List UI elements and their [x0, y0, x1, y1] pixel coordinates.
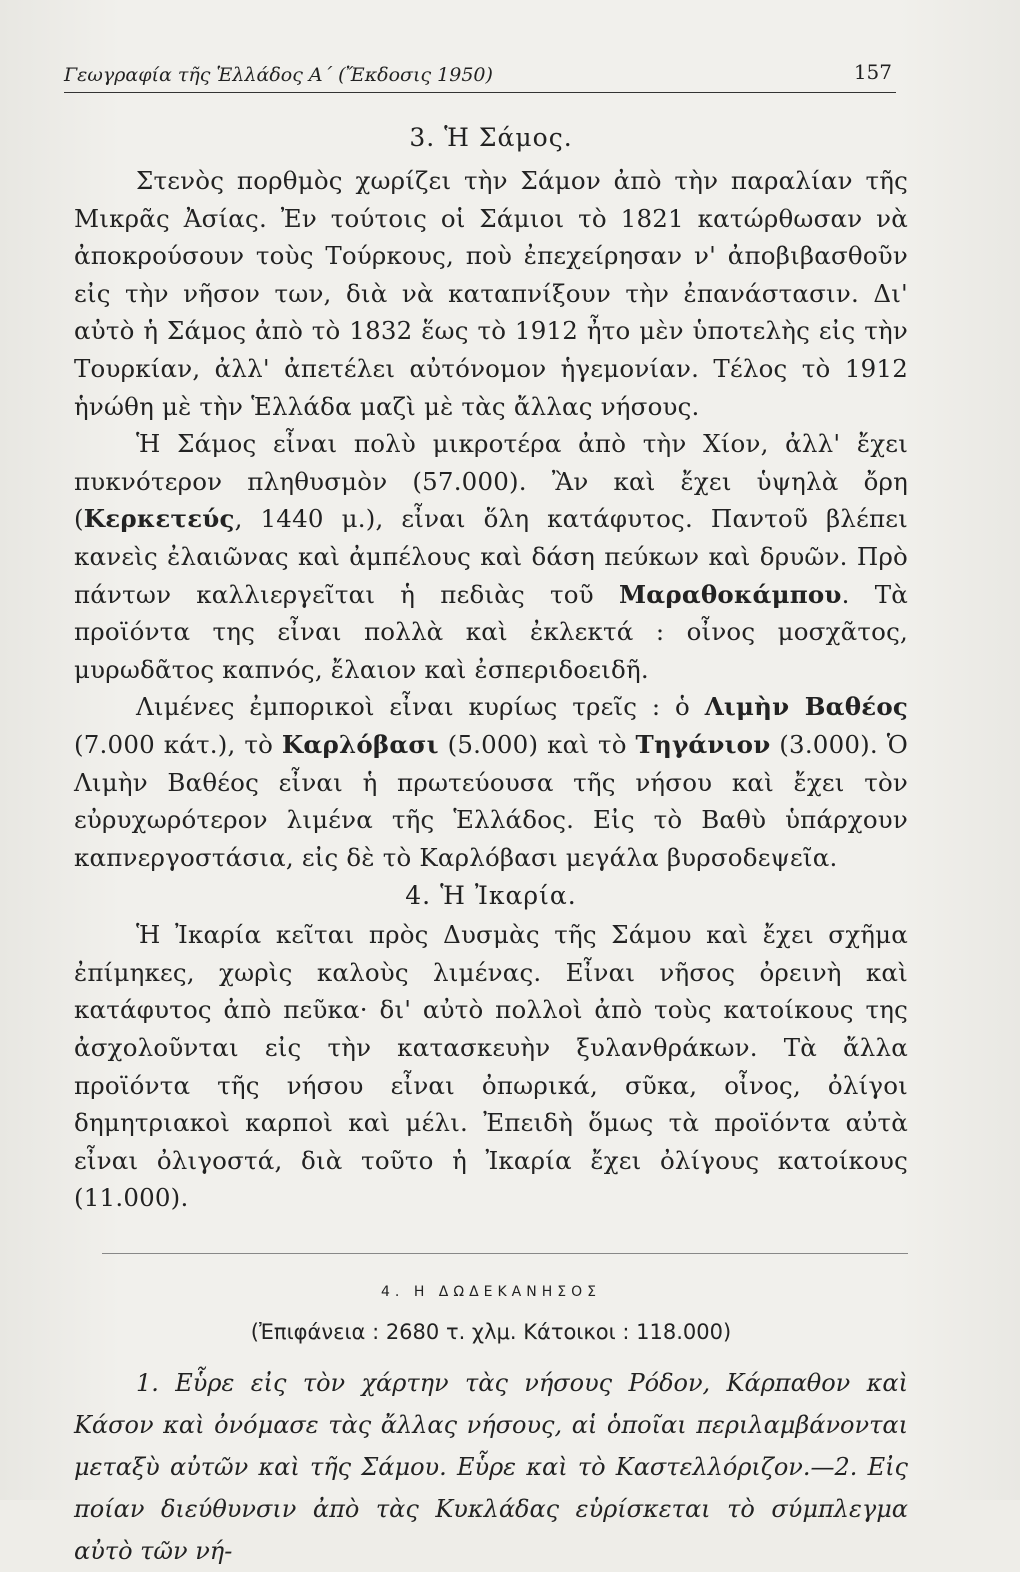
- page-content: [74, 118, 908, 1572]
- place-name-kerketeus: Κερκετεύς: [83, 504, 235, 534]
- text-run: Ἡ Σάμος εἶναι πολὺ μικροτέρα ἀπὸ τὴν Χίον, ἀλλ' ἔχει πυκνότερον πληθυσμὸν (57.000). Ἂν καὶ ἔχει ὑψηλὰ ὄρη (: [74, 429, 908, 534]
- text-run: (7.000 κάτ.), τὸ: [74, 729, 282, 759]
- ikaria-text: [74, 916, 908, 1217]
- place-name-vatheos: Λιμὴν Βαθέος: [704, 692, 908, 722]
- section-divider: [102, 1253, 908, 1254]
- ikaria-paragraph: Ἡ Ἰκαρία κεῖται πρὸς Δυσμὰς τῆς Σάμου καὶ ἔχει σχῆμα ἐπίμηκες, χωρὶς καλοὺς λιμένας. Εἶναι νῆσος ὀρεινὴ καὶ κατάφυτος ἀπὸ πεῦκα· δι' αὐτὸ πολλοὶ ἀπὸ τοὺς κατοίκους της ἀσχολοῦνται εἰς τὴν κατασκευὴν ξυλανθράκων. Τὰ ἄλλα προϊόντα τῆς νήσου εἶναι ὀπωρικά, σῦκα, οἶνος, ὀλίγοι δημητριακοὶ καρποὶ καὶ μέλι. Ἐπειδὴ ὅμως τὰ προϊόντα αὐτὰ εἶναι ὀλιγοστά, διὰ τοῦτο ἡ Ἰκαρία ἔχει ὀλίγους κατοίκους (11.000).: [74, 920, 908, 1213]
- running-head-title: Γεωγραφία τῆς Ἑλλάδος Α΄ (Ἔκδοσις 1950): [64, 64, 493, 86]
- chapter-title: 4. Η ΔΩΔΕΚΑΝΗΣΟΣ: [381, 1284, 601, 1301]
- text-run: . Τὰ προϊόντα της εἶναι πολλὰ καὶ ἐκλεκτά : οἶνος μοσχᾶτος, μυρωδᾶτος καπνός, ἔλαιον καὶ ἐσπεριδοειδῆ.: [74, 579, 908, 684]
- section-heading-ikaria: 4. Ἡ Ἰκαρία.: [405, 881, 577, 911]
- place-name-karlovasi: Καρλόβασι: [281, 729, 439, 759]
- section-heading-samos: 3. Ἡ Σάμος.: [409, 123, 573, 152]
- area-population-line: (Ἐπιφάνεια : 2680 τ. χλμ. Κάτοικοι : 118.000): [250, 1320, 732, 1345]
- samos-paragraph-history: Στενὸς πορθμὸς χωρίζει τὴν Σάμον ἀπὸ τὴν παραλίαν τῆς Μικρᾶς Ἀσίας. Ἐν τούτοις οἱ Σάμιοι τὸ 1821 κατώρθωσαν νὰ ἀποκρούσουν τοὺς Τούρκους, ποὺ ἐπεχείρησαν ν' ἀποβιβασθοῦν εἰς τὴν νῆσον των, διὰ νὰ καταπνίξουν τὴν ἐπανάστασιν. Δι' αὐτὸ ἡ Σάμος ἀπὸ τὸ 1832 ἕως τὸ 1912 ἦτο μὲν ὑποτελὴς εἰς τὴν Τουρκίαν, ἀλλ' ἀπετέλει αὐτόνομον ἡγεμονίαν. Τέλος τὸ 1912 ἡνώθη μὲ τὴν Ἑλλάδα μαζὶ μὲ τὰς ἄλλας νήσους.: [74, 166, 908, 421]
- text-run: Λιμένες ἐμπορικοὶ εἶναι κυρίως τρεῖς : ὁ: [136, 692, 705, 722]
- text-run: , 1440 μ.), εἶναι ὅλη κατάφυτος. Παντοῦ βλέπει κανεὶς ἐλαιῶνας καὶ ἀμπέλους καὶ δάση πεύκων καὶ δρυῶν. Πρὸ πάντων καλλιεργεῖται ἡ πεδιὰς τοῦ: [74, 504, 908, 609]
- page-number: 157: [853, 60, 892, 84]
- text-run: (3.000). Ὁ Λιμὴν Βαθέος εἶναι ἡ πρωτεύουσα τῆς νήσου καὶ ἔχει τὸν εὐρυχωρότερον λιμένα τῆς Ἑλλάδος. Εἰς τὸ Βαθὺ ὑπάρχουν καπνεργοστάσια, εἰς δὲ τὸ Καρλόβασι μεγάλα βυρσοδεψεῖα.: [74, 729, 909, 872]
- running-head: [64, 58, 896, 93]
- samos-paragraph-ports: [74, 688, 908, 876]
- text-run: (5.000) καὶ τὸ: [438, 729, 636, 759]
- samos-text: [74, 162, 908, 876]
- place-name-marathokampos: Μαραθοκάμπου: [618, 579, 842, 609]
- samos-paragraph-geography: [74, 425, 908, 688]
- exercises-paragraph: 1. Εὗρε εἰς τὸν χάρτην τὰς νήσους Ρόδον, Κάρπαθον καὶ Κάσον καὶ ὀνόμασε τὰς ἄλλας νήσους, αἱ ὁποῖαι περιλαμβάνονται μεταξὺ αὐτῶν καὶ τῆς Σάμου. Εὗρε καὶ τὸ Καστελλόριζον.—2. Εἰς ποίαν διεύθυνσιν ἀπὸ τὰς Κυκλάδας εὑρίσκεται τὸ σύμπλεγμα αὐτὸ τῶν νή-: [74, 1369, 908, 1566]
- place-name-tiganion: Τηγάνιον: [635, 729, 771, 759]
